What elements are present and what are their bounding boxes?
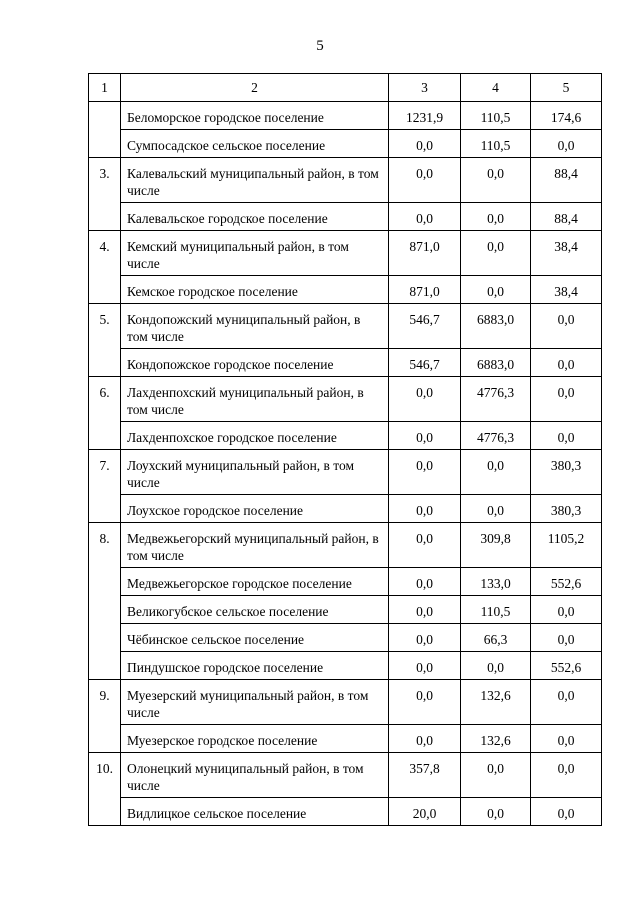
table-row: [89, 422, 602, 450]
value-col-4: 309,8: [461, 523, 531, 568]
municipality-name: Кемское городское поселение: [121, 276, 389, 304]
value-col-4: 0,0: [461, 203, 531, 231]
value-col-4: 6883,0: [461, 349, 531, 377]
municipality-name: Лоухский муниципальный район, в том числе: [121, 450, 389, 495]
table-row: [89, 495, 602, 523]
value-col-4: 0,0: [461, 231, 531, 276]
value-col-3: 0,0: [389, 725, 461, 753]
table-row: [89, 349, 602, 377]
value-col-5: 0,0: [531, 596, 602, 624]
value-col-3: 0,0: [389, 450, 461, 495]
value-col-5: 0,0: [531, 349, 602, 377]
value-col-3: 0,0: [389, 596, 461, 624]
value-col-3: 546,7: [389, 304, 461, 349]
municipality-name: Кондопожский муниципальный район, в том числе: [121, 304, 389, 349]
value-col-5: 0,0: [531, 680, 602, 725]
value-col-5: 38,4: [531, 231, 602, 276]
value-col-4: 132,6: [461, 680, 531, 725]
value-col-3: 0,0: [389, 652, 461, 680]
value-col-4: 132,6: [461, 725, 531, 753]
table-row: [89, 231, 602, 276]
page-number: 5: [316, 38, 324, 54]
row-index: 3.: [89, 158, 121, 231]
table-row: [89, 725, 602, 753]
value-col-3: 0,0: [389, 680, 461, 725]
municipality-name: Сумпосадское сельское поселение: [121, 130, 389, 158]
table-row: [89, 276, 602, 304]
value-col-5: 0,0: [531, 753, 602, 798]
header-cell-4: 4: [461, 74, 531, 102]
table-row: [89, 158, 602, 203]
value-col-5: 174,6: [531, 102, 602, 130]
value-col-4: 4776,3: [461, 422, 531, 450]
row-index: 9.: [89, 680, 121, 753]
municipality-name: Муезерское городское поселение: [121, 725, 389, 753]
value-col-3: 871,0: [389, 231, 461, 276]
row-index: 4.: [89, 231, 121, 304]
municipality-name: Лахденпохский муниципальный район, в том числе: [121, 377, 389, 422]
value-col-4: 0,0: [461, 450, 531, 495]
header-cell-3: 3: [389, 74, 461, 102]
value-col-3: 0,0: [389, 568, 461, 596]
value-col-4: 0,0: [461, 753, 531, 798]
table-row: [89, 203, 602, 231]
municipality-name: Медвежьегорское городское поселение: [121, 568, 389, 596]
value-col-5: 0,0: [531, 377, 602, 422]
value-col-3: 0,0: [389, 377, 461, 422]
municipality-name: Видлицкое сельское поселение: [121, 798, 389, 826]
header-row: [89, 74, 602, 102]
value-col-3: 0,0: [389, 130, 461, 158]
value-col-4: 4776,3: [461, 377, 531, 422]
table-row: [89, 523, 602, 568]
row-index: 10.: [89, 753, 121, 826]
value-col-4: 110,5: [461, 596, 531, 624]
municipality-name: Калевальский муниципальный район, в том числе: [121, 158, 389, 203]
value-col-4: 6883,0: [461, 304, 531, 349]
municipality-name: Муезерский муниципальный район, в том числе: [121, 680, 389, 725]
value-col-5: 380,3: [531, 495, 602, 523]
municipality-name: Кондопожское городское поселение: [121, 349, 389, 377]
row-index: 8.: [89, 523, 121, 680]
municipality-name: Чёбинское сельское поселение: [121, 624, 389, 652]
value-col-5: 38,4: [531, 276, 602, 304]
table-row: [89, 102, 602, 130]
row-index: 6.: [89, 377, 121, 450]
value-col-4: 133,0: [461, 568, 531, 596]
municipality-name: Олонецкий муниципальный район, в том числе: [121, 753, 389, 798]
value-col-5: 0,0: [531, 422, 602, 450]
value-col-5: 1105,2: [531, 523, 602, 568]
table-row: [89, 377, 602, 422]
value-col-4: 0,0: [461, 158, 531, 203]
table-row: [89, 568, 602, 596]
value-col-5: 380,3: [531, 450, 602, 495]
value-col-4: 66,3: [461, 624, 531, 652]
value-col-5: 88,4: [531, 203, 602, 231]
header-cell-2: 2: [121, 74, 389, 102]
value-col-5: 0,0: [531, 798, 602, 826]
value-col-3: 0,0: [389, 422, 461, 450]
value-col-3: 0,0: [389, 158, 461, 203]
value-col-4: 0,0: [461, 495, 531, 523]
value-col-5: 0,0: [531, 725, 602, 753]
row-index: 5.: [89, 304, 121, 377]
value-col-3: 0,0: [389, 203, 461, 231]
value-col-3: 871,0: [389, 276, 461, 304]
value-col-4: 0,0: [461, 276, 531, 304]
table-row: [89, 596, 602, 624]
value-col-4: 110,5: [461, 102, 531, 130]
header-cell-5: 5: [531, 74, 602, 102]
table-row: [89, 680, 602, 725]
value-col-4: 0,0: [461, 652, 531, 680]
value-col-3: 0,0: [389, 495, 461, 523]
row-index: 7.: [89, 450, 121, 523]
table-body: [89, 102, 602, 826]
table-row: [89, 130, 602, 158]
table-row: [89, 624, 602, 652]
value-col-4: 0,0: [461, 798, 531, 826]
value-col-3: 0,0: [389, 523, 461, 568]
value-col-5: 552,6: [531, 568, 602, 596]
value-col-5: 88,4: [531, 158, 602, 203]
municipality-name: Лоухское городское поселение: [121, 495, 389, 523]
municipality-name: Лахденпохское городское поселение: [121, 422, 389, 450]
table-row: [89, 450, 602, 495]
row-index: [89, 102, 121, 158]
budget-table: [88, 73, 602, 826]
municipality-name: Беломорское городское поселение: [121, 102, 389, 130]
value-col-3: 546,7: [389, 349, 461, 377]
table-row: [89, 652, 602, 680]
municipality-name: Великогубское сельское поселение: [121, 596, 389, 624]
table-row: [89, 304, 602, 349]
value-col-5: 0,0: [531, 304, 602, 349]
value-col-3: 20,0: [389, 798, 461, 826]
table-row: [89, 753, 602, 798]
value-col-3: 1231,9: [389, 102, 461, 130]
value-col-4: 110,5: [461, 130, 531, 158]
value-col-5: 552,6: [531, 652, 602, 680]
value-col-5: 0,0: [531, 130, 602, 158]
municipality-name: Пиндушское городское поселение: [121, 652, 389, 680]
value-col-5: 0,0: [531, 624, 602, 652]
table-row: [89, 798, 602, 826]
municipality-name: Калевальское городское поселение: [121, 203, 389, 231]
header-cell-1: 1: [89, 74, 121, 102]
value-col-3: 357,8: [389, 753, 461, 798]
municipality-name: Кемский муниципальный район, в том числе: [121, 231, 389, 276]
value-col-3: 0,0: [389, 624, 461, 652]
municipality-name: Медвежьегорский муниципальный район, в том числе: [121, 523, 389, 568]
